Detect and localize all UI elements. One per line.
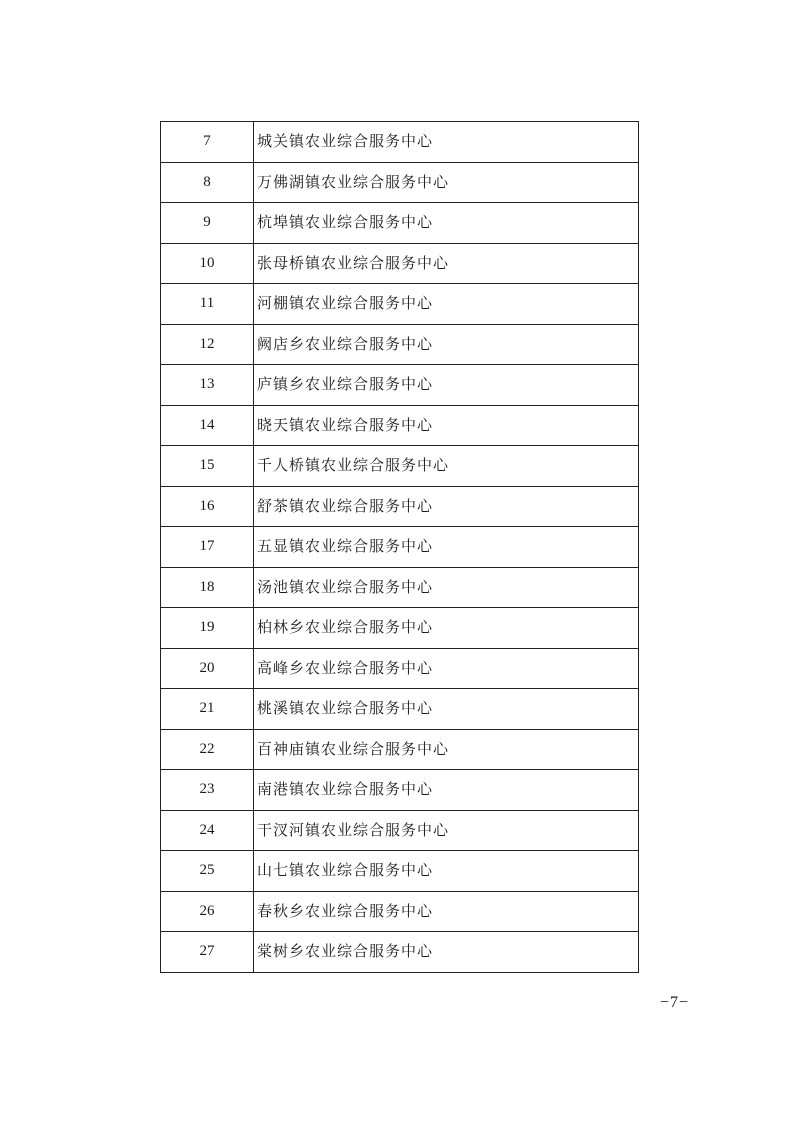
row-name-cell: 张母桥镇农业综合服务中心 — [254, 243, 639, 284]
row-name-cell: 棠树乡农业综合服务中心 — [254, 932, 639, 973]
row-name-cell: 阙店乡农业综合服务中心 — [254, 324, 639, 365]
table-row — [161, 527, 639, 568]
row-index-cell: 13 — [161, 365, 254, 406]
row-index-cell: 18 — [161, 567, 254, 608]
row-index-cell: 26 — [161, 891, 254, 932]
table-row — [161, 405, 639, 446]
row-index-cell: 14 — [161, 405, 254, 446]
row-index-cell: 9 — [161, 203, 254, 244]
table-row — [161, 284, 639, 325]
row-index-cell: 12 — [161, 324, 254, 365]
row-name-cell: 舒茶镇农业综合服务中心 — [254, 486, 639, 527]
row-name-cell: 城关镇农业综合服务中心 — [254, 122, 639, 163]
table-row — [161, 729, 639, 770]
row-index-cell: 8 — [161, 162, 254, 203]
row-name-cell: 干汊河镇农业综合服务中心 — [254, 810, 639, 851]
table-row — [161, 689, 639, 730]
row-name-cell: 庐镇乡农业综合服务中心 — [254, 365, 639, 406]
table-row — [161, 365, 639, 406]
row-name-cell: 河棚镇农业综合服务中心 — [254, 284, 639, 325]
row-name-cell: 南港镇农业综合服务中心 — [254, 770, 639, 811]
row-index-cell: 16 — [161, 486, 254, 527]
row-name-cell: 晓天镇农业综合服务中心 — [254, 405, 639, 446]
table-row — [161, 122, 639, 163]
row-name-cell: 百神庙镇农业综合服务中心 — [254, 729, 639, 770]
table-row — [161, 324, 639, 365]
table-row — [161, 608, 639, 649]
table-row — [161, 203, 639, 244]
row-index-cell: 10 — [161, 243, 254, 284]
table-row — [161, 446, 639, 487]
row-name-cell: 万佛湖镇农业综合服务中心 — [254, 162, 639, 203]
row-index-cell: 7 — [161, 122, 254, 163]
row-index-cell: 17 — [161, 527, 254, 568]
table-row — [161, 243, 639, 284]
table-body — [161, 122, 639, 973]
row-index-cell: 25 — [161, 851, 254, 892]
table-row — [161, 567, 639, 608]
row-index-cell: 27 — [161, 932, 254, 973]
service-center-table — [160, 121, 639, 973]
table-row — [161, 486, 639, 527]
row-index-cell: 19 — [161, 608, 254, 649]
row-name-cell: 高峰乡农业综合服务中心 — [254, 648, 639, 689]
row-index-cell: 21 — [161, 689, 254, 730]
page-number: −7− — [660, 994, 690, 1011]
row-index-cell: 22 — [161, 729, 254, 770]
row-index-cell: 11 — [161, 284, 254, 325]
row-index-cell: 15 — [161, 446, 254, 487]
row-index-cell: 24 — [161, 810, 254, 851]
table-row — [161, 770, 639, 811]
table-row — [161, 932, 639, 973]
row-index-cell: 20 — [161, 648, 254, 689]
row-name-cell: 桃溪镇农业综合服务中心 — [254, 689, 639, 730]
table-row — [161, 162, 639, 203]
row-name-cell: 春秋乡农业综合服务中心 — [254, 891, 639, 932]
row-name-cell: 汤池镇农业综合服务中心 — [254, 567, 639, 608]
table-row — [161, 851, 639, 892]
row-name-cell: 山七镇农业综合服务中心 — [254, 851, 639, 892]
row-index-cell: 23 — [161, 770, 254, 811]
table-row — [161, 648, 639, 689]
row-name-cell: 柏林乡农业综合服务中心 — [254, 608, 639, 649]
row-name-cell: 五显镇农业综合服务中心 — [254, 527, 639, 568]
row-name-cell: 千人桥镇农业综合服务中心 — [254, 446, 639, 487]
table-row — [161, 891, 639, 932]
table-row — [161, 810, 639, 851]
row-name-cell: 杭埠镇农业综合服务中心 — [254, 203, 639, 244]
